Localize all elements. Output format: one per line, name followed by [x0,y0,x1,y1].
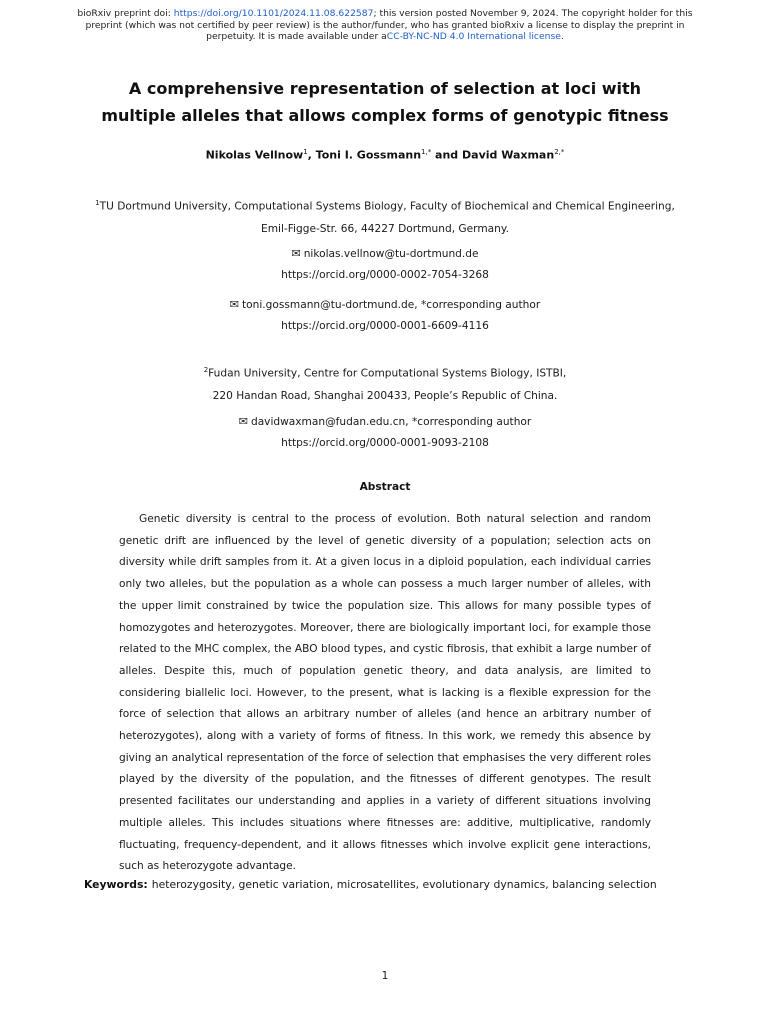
notice-line-2: preprint (which was not certified by peer review) is the author/funder, who has granted bioRxiv a license to display the preprint in [85,19,685,31]
author-name: Toni I. Gossmann [315,148,422,162]
author-name: David Waxman [462,148,555,162]
contact-email-row [40,243,730,265]
envelope-icon: ✉ [291,247,301,260]
preprint-notice [60,8,710,43]
license-link[interactable]: CC-BY-NC-ND 4.0 International license [386,31,561,43]
affiliation-1-line-1 [40,192,730,218]
title-line-1: A comprehensive representation of selection at loci with [128,79,642,98]
contact-block-3 [40,411,730,454]
contact-email-row [40,411,730,433]
notice-line3-prefix: perpetuity. It is made available under a [206,31,387,43]
author-affiliation-mark: 1 [303,148,308,156]
abstract-text: Genetic diversity is central to the process of evolution. Both natural selection and random genetic drift are influenced by the level of genetic diversity of a population; selection acts on diversity while drift samples from it. At a given locus in a diploid population, each individual carries only two alleles, but the population as a whole can possess a much larger number of alleles, with the upper limit constrained by twice the population size. This allows for many possible types of homozygotes and heterozygotes. Moreover, there are biologically important loci, for example those related to the MHC complex, the ABO blood types, and cystic fibrosis, that exhibit a large number of alleles. Despite this, much of population genetic theory, and data analysis, are limited to considering biallelic loci. However, to the present, what is lacking is a flexible expression for the force of selection that allows an arbitrary number of alleles (and hence an arbitrary number of heterozygotes), along with a variety of forms of fitness. In this work, we remedy this absence by giving an analytical representation of the force of selection that emphasises the very different roles played by the diversity of the population, and the fitnesses of different genotypes. The result presented facilitates our understanding and applies in a variety of different situations involving multiple alleles. This includes situations where fitnesses are: additive, multiplicative, randomly fluctuating, frequency-dependent, and it allows fitnesses which involve explicit gene interactions, such as heterozygote advantage. [119,513,651,873]
contact-orcid[interactable]: https://orcid.org/0000-0001-9093-2108 [281,437,489,449]
author-separator: , [307,148,316,162]
keywords-label: Keywords: [84,878,148,891]
envelope-icon: ✉ [238,415,248,428]
author-affiliation-mark: 1,* [421,148,432,156]
envelope-icon: ✉ [229,298,239,311]
author-list [40,148,730,162]
contact-orcid[interactable]: https://orcid.org/0000-0002-7054-3268 [281,269,489,281]
affiliation-2 [40,359,730,407]
page-number: 1 [381,970,389,982]
author-separator: and [431,148,463,162]
paper-title [40,75,730,129]
notice-line1-prefix: bioRxiv preprint doi: [77,8,174,19]
affiliation-1 [40,192,730,240]
contact-email[interactable]: nikolas.vellnow@tu-dortmund.de [303,248,479,260]
affiliation-1-text: TU Dortmund University, Computational Systems Biology, Faculty of Biochemical and Chemical Engineering, [99,200,675,213]
notice-line-3 [60,31,710,43]
author-name: Nikolas Vellnow [205,148,304,162]
notice-line1-suffix: ; this version posted November 9, 2024. The copyright holder for this [373,8,693,19]
contact-email[interactable]: toni.gossmann@tu-dortmund.de, *corresponding author [242,299,541,311]
notice-line-1 [60,8,710,20]
contact-orcid[interactable]: https://orcid.org/0000-0001-6609-4116 [281,320,489,332]
keywords [84,878,704,891]
affiliation-2-line-1 [40,359,730,385]
doi-link[interactable]: https://doi.org/10.1101/2024.11.08.622587 [173,8,374,19]
affiliation-mark: 1 [95,199,100,207]
affiliation-mark: 2 [203,366,209,374]
title-line-2: multiple alleles that allows complex forms of genotypic fitness [101,106,669,125]
keywords-text: heterozygosity, genetic variation, microsatellites, evolutionary dynamics, balancing selection [151,878,657,891]
affiliation-2-text: Fudan University, Centre for Computational Systems Biology, ISTBI, [208,367,567,380]
contact-block-1 [40,243,730,286]
affiliation-1-line-2: Emil-Figge-Str. 66, 44227 Dortmund, Germany. [261,222,509,235]
affiliation-2-line-2: 220 Handan Road, Shanghai 200433, People’s Republic of China. [212,389,558,402]
abstract-heading: Abstract [359,481,411,493]
notice-line3-suffix: . [560,31,564,43]
contact-email-row [40,294,730,316]
contact-email[interactable]: davidwaxman@fudan.edu.cn, *corresponding author [250,416,532,428]
contact-block-2 [40,294,730,337]
author-affiliation-mark: 2,* [554,148,565,156]
